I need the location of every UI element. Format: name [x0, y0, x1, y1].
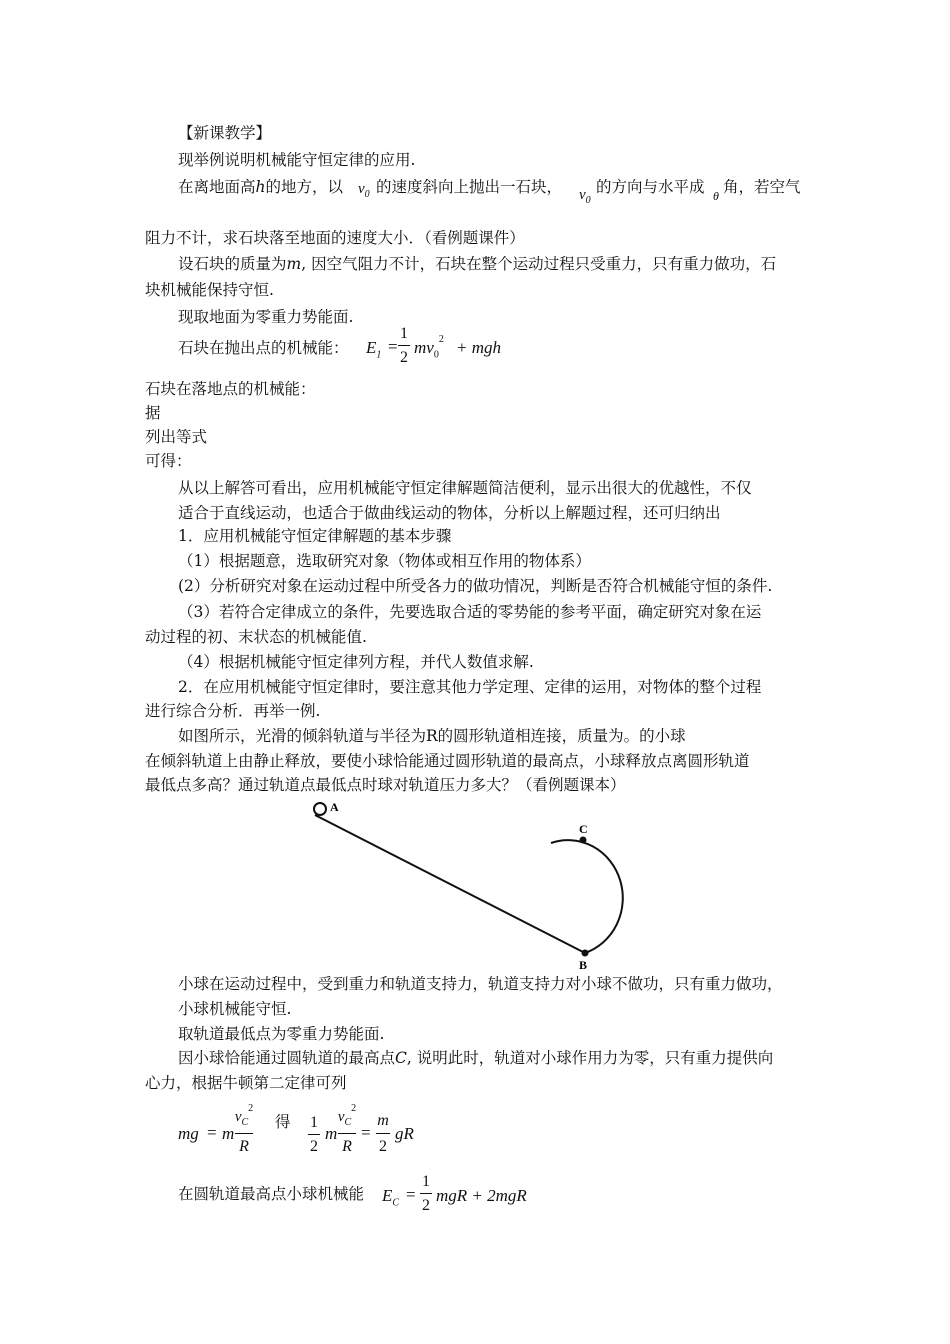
point-b: [582, 950, 589, 957]
eq3-rest: mgR + 2mgR: [436, 1186, 527, 1205]
e1-label: 石块在抛出点的机械能：: [178, 339, 349, 357]
ec-label: 在圆轨道最高点小球机械能: [178, 1185, 365, 1203]
eq2-m2: m: [325, 1124, 338, 1143]
eq3-den: 2: [422, 1197, 430, 1214]
conclusion-line-2: 适合于直线运动，也适合于做曲线运动的物体，分析以上解题过程，还可归纳出: [178, 504, 721, 522]
eq2-frac-bar-2: [338, 1133, 356, 1134]
eq2-num2: $v_C^2$: [337, 1103, 357, 1128]
eq1-mv: $mv_0^2$: [414, 334, 444, 361]
circular-track: [551, 840, 623, 953]
force-line-2: 小球机械能守恒.: [178, 1000, 292, 1018]
eq3-equals: =: [406, 1185, 416, 1204]
eq1-num: 1: [400, 325, 408, 342]
zero-level-line: 现取地面为零重力势能面.: [178, 308, 354, 326]
step-3-line-2: 动过程的初、末状态的机械能值.: [145, 628, 367, 646]
zero-level-2: 取轨道最低点为零重力势能面.: [178, 1025, 385, 1043]
problem-line-1d: 角，若空气: [723, 178, 801, 196]
eq1-lhs: $E_1$: [366, 338, 382, 361]
eq1-fraction-bar: [398, 345, 410, 346]
e2-label: 石块在落地点的机械能：: [145, 380, 316, 398]
lie-label: 列出等式: [145, 428, 208, 446]
problem-line-1: 在离地面高h的地方，以: [178, 178, 344, 196]
point-c: [580, 837, 587, 844]
eq2-m-bar: [376, 1133, 390, 1134]
step-1: （1）根据题意，选取研究对象（物体或相互作用的物体系）: [178, 552, 591, 570]
example-line-3: 最低点多高？通过轨道点最低点时球对轨道压力多大？（看例题课本）: [145, 776, 626, 794]
example-line-1: 如图所示，光滑的倾斜轨道与半径为R的圆形轨道相连接，质量为。的小球: [178, 727, 686, 745]
force-line-1: 小球在运动过程中，受到重力和轨道支持力，轨道支持力对小球不做功，只有重力做功，: [178, 975, 783, 993]
theta-symbol: θ: [713, 189, 719, 203]
label-b: B: [579, 958, 588, 972]
eq2-mg: mg: [178, 1124, 199, 1143]
eq2-half-den: 2: [310, 1138, 318, 1155]
ball-a: [314, 803, 326, 815]
mass-line-2: 块机械能保持守恒.: [145, 281, 274, 299]
label-a: A: [330, 800, 339, 814]
eq2-two: 2: [379, 1138, 387, 1155]
point-2-line-2: 进行综合分析．再举一例.: [145, 702, 321, 720]
incline-track: [315, 815, 585, 953]
point-2-line-1: 2．在应用机械能守恒定律时，要注意其他力学定理、定律的运用，对物体的整个过程: [178, 678, 762, 696]
ju-label: 据: [145, 404, 161, 422]
v0-symbol-2: $v_0$: [579, 187, 591, 206]
steps-title: 1．应用机械能守恒定律解题的基本步骤: [178, 527, 452, 545]
eq1-den: 2: [400, 349, 408, 366]
eq3-num: 1: [422, 1173, 430, 1190]
label-c: C: [579, 822, 588, 836]
eq1-rest: + mgh: [456, 338, 501, 357]
eq2-equals: =: [207, 1123, 217, 1142]
eq2-gR: gR: [395, 1124, 414, 1143]
v0-symbol: $v_0$: [358, 181, 370, 200]
step-3-line-1: （3）若符合定律成立的条件，先要选取合适的零势能的参考平面，确定研究对象在运: [178, 603, 762, 621]
eq2-half-num: 1: [310, 1114, 318, 1131]
example-line-2: 在倾斜轨道上由静止释放，要使小球恰能通过圆形轨道的最高点，小球释放点离圆形轨道: [145, 752, 750, 770]
eq1-equals: =: [388, 337, 398, 356]
eq3-lhs: $E_C$: [382, 1186, 400, 1209]
step-4: （4）根据机械能守恒定律列方程，并代人数值求解.: [178, 653, 534, 671]
eq2-m: m: [222, 1124, 235, 1143]
section-title: 【新课教学】: [178, 124, 272, 142]
track-figure: [300, 795, 660, 975]
eq2-half-bar: [308, 1134, 320, 1135]
eq2-den2: R: [342, 1138, 352, 1155]
eq2-de: 得: [275, 1113, 291, 1131]
intro-paragraph: 现举例说明机械能守恒定律的应用.: [178, 151, 416, 169]
problem-line-1b: 的速度斜向上抛出一石块，: [376, 178, 563, 196]
step-2: (2）分析研究对象在运动过程中所受各力的做功情况，判断是否符合机械能守恒的条件.: [178, 577, 773, 595]
kede-label: 可得：: [145, 452, 192, 470]
eq2-frac-bar: [235, 1133, 253, 1134]
problem-line-2: 阻力不计，求石块落至地面的速度大小．（看例题课件）: [145, 229, 525, 247]
problem-line-1c: 的方向与水平成: [596, 178, 705, 196]
conclusion-line-1: 从以上解答可看出，应用机械能守恒定律解题简洁便利，显示出很大的优越性，不仅: [178, 479, 752, 497]
eq2-den: R: [239, 1138, 249, 1155]
eq2-num: $v_C^2$: [234, 1103, 254, 1128]
eq2-equals-2: =: [361, 1123, 371, 1142]
mass-line-1: 设石块的质量为m, 因空气阻力不计，石块在整个运动过程只受重力，只有重力做功，石: [178, 255, 777, 273]
eq3-frac-bar: [420, 1193, 432, 1194]
eq2-m-over: m: [377, 1112, 389, 1129]
top-point-line-1: 因小球恰能通过圆轨道的最高点C, 说明此时，轨道对小球作用力为零，只有重力提供向: [178, 1049, 774, 1067]
top-point-line-2: 心力，根据牛顿第二定律可列: [145, 1074, 347, 1092]
